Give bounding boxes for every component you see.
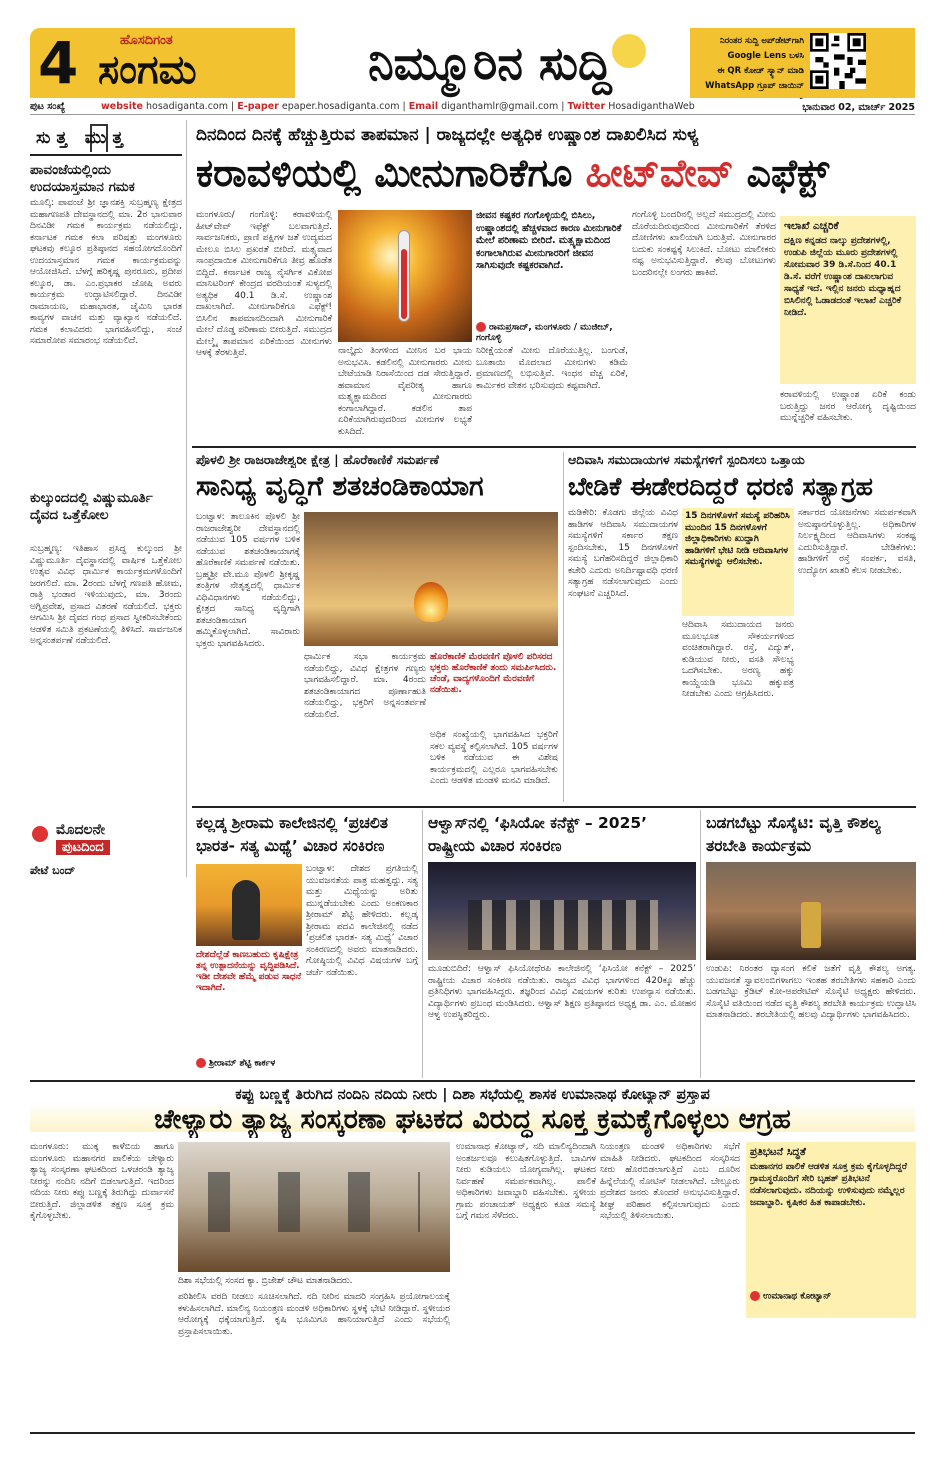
left-story-2-title: ಕುಲ್ಕುಂದದಲ್ಲಿ ವಿಷ್ಣುಮೂರ್ತಿ ದೈವದ ಒತ್ತೆಕೋಲ	[30, 490, 153, 523]
pen-icon	[32, 826, 48, 842]
email-label: Email	[408, 101, 439, 112]
lead-column-5: ಕರಾವಳಿಯಲ್ಲಿ ಉಷ್ಣಾಂಶ ಏರಿಕೆ ಕಂಡು ಬರುತ್ತಿದ್ದು ಜನರ ಆರೋಗ್ಯ ದೃಷ್ಟಿಯಿಂದ ಮುನ್ನೆಚ್ಚರಿಕೆ ವಹಿಸಬೇಕು.	[780, 390, 916, 423]
twitter-label: Twitter	[567, 101, 606, 112]
bullet-icon	[476, 322, 486, 332]
officials-icon	[208, 1172, 420, 1232]
warning-box-body: ದಕ್ಷಿಣ ಕನ್ನಡದ ನಾಲ್ಕು ಪ್ರದೇಶಗಳಲ್ಲಿ, ಉಡುಪಿ ಜಿಲ್ಲೆಯ ಮೂರು ಪ್ರದೇಶಗಳಲ್ಲಿ ಸೋಮವಾರ 39 ಡಿ.ಸೆ.ನಿಂದ 40.1 ಡಿ.ಸೆ. ವರೆಗೆ ಉಷ್ಣಾಂಶ ದಾಖಲಾಗುವ ಸಾಧ್ಯತೆ ಇದೆ. ಇಲ್ಲಿನ ಜನರು ಮಧ್ಯಾಹ್ನದ ಬಿಸಿಲಿನಲ್ಲಿ ಓಡಾಡದಂತೆ ಇಲಾಖೆ ಎಚ್ಚರಿಕೆ ನೀಡಿದೆ.	[784, 236, 902, 318]
lead-headline	[196, 148, 914, 198]
qr-instructions	[692, 34, 804, 109]
first-page-continuation-header	[30, 820, 182, 860]
twitter-link[interactable]: HosadiganthaWeb	[608, 101, 695, 112]
story3-column-1: ಮಡಿಕೇರಿ: ಕೊಡಗು ಜಿಲ್ಲೆಯ ವಿವಿಧ ಹಾಡಿಗಳ ಆದಿವಾಸಿ ಸಮುದಾಯಗಳ ಸಮಸ್ಯೆಗಳಿಗೆ ಸರ್ಕಾರ ತಕ್ಷಣ ಸ್ಪಂದಿಸಬೇಕು, 15 ದಿನಗಳೊಳಗೆ ಸಮಸ್ಯೆ ಬಗೆಹರಿಸದಿದ್ದರೆ ಜಿಲ್ಲಾಧಿಕಾರಿ ಕಚೇರಿ ಎದುರು ಅನಿರ್ದಿಷ್ಟಾವಧಿ ಧರಣಿ ಸತ್ಯಾಗ್ರಹ ನಡೆಸಲಾಗುವುದು ಎಂದು ಸಂಘಟನೆ ಎಚ್ಚರಿಸಿದೆ.	[568, 508, 678, 599]
bullet-icon	[750, 1291, 760, 1301]
lead-headline-part-b: ಹೀಟ್‌ವೇವ್	[585, 151, 734, 195]
warning-box	[780, 216, 916, 384]
speaker-icon	[232, 880, 260, 940]
qr-line-3: ಈ QR ಕೋಡ್ ಸ್ಕ್ಯಾನ್ ಮಾಡಿ	[717, 66, 804, 76]
epaper-link[interactable]: epaper.hosadiganta.com	[281, 101, 400, 112]
edition-name: ಸಂಗಮ	[98, 47, 197, 93]
story4-box	[196, 950, 302, 1054]
lead-headline-part-c: ಎಫೆಕ್ಟ್	[733, 151, 830, 195]
story4-speaker-photo	[196, 864, 302, 946]
lead-column-1: ಮಂಗಳೂರು/ ಗಂಗೊಳ್ಳಿ: ಕರಾವಳಿಯಲ್ಲಿ ಹೀಟ್‌ವೇವ್ ಇಫೆಕ್ಟ್ ಬಲವಾಗುತ್ತಿದೆ. ಸಾರ್ವಜನಿಕರು, ಪ್ರಾಣಿ ಪಕ್ಷಿಗಳ ಜತೆ ಉದ್ಯಮದ ಮೇಲೂ ಬಿಸಿಲ ಪ್ರಖರತೆ ಬೀರಿದೆ. ಮತ್ಸ್ಯವಾದ ಸಾಂಪ್ರದಾಯಿಕ ಮೀನುಗಾರಿಕೆಗೂ ತೀವ್ರ ಹೊಡೆತ ಬಿದ್ದಿದೆ. ಕರ್ನಾಟಕ ರಾಜ್ಯ ನೈಸರ್ಗಿಕ ವಿಕೋಪ ಮಾನಿಟರಿಂಗ್ ಕೇಂದ್ರದ ವರದಿಯಂತೆ ಸುಳ್ಯದಲ್ಲಿ ಅತ್ಯಧಿಕ 40.1 ಡಿ.ಸೆ. ಉಷ್ಣಾಂಶ ದಾಖಲಾಗಿದೆ. ಮೀನುಗಾರಿಕೆಗೂ ಎಫೆಕ್ಟ್! ಬಿಸಿಲಿನ ತಾಪಮಾನದಿಂದಾಗಿ ಮೀನುಗಾರಿಕೆ ಮೇಲೆ ದೊಡ್ಡ ಪರಿಣಾಮ ಬೀರುತ್ತಿದೆ. ಸಮುದ್ರದ ಮೇಲ್ಮೈ ತಾಪಮಾನ ಏರಿಕೆಯಿಂದ ಮೀನುಗಳು ಆಳಕ್ಕೆ ತೆರಳುತ್ತಿವೆ.	[196, 210, 332, 358]
lead-bottom-rule	[192, 446, 916, 448]
epaper-label: E-paper	[237, 101, 279, 112]
left-story-1-title: ಪಾವಂಜೆಯಲ್ಲಿಂದು ಉದಯಾಸ್ತಮಾನ ಗಮಕ	[30, 162, 135, 195]
story4-body: ಬಂಟ್ವಾಳ: ದೇಶದ ಪ್ರಗತಿಯಲ್ಲಿ ಯುವಜನತೆಯ ಪಾತ್ರ ಮಹತ್ವದ್ದು. ಸತ್ಯ ಮತ್ತು ಮಿಥ್ಯೆಯನ್ನು ಅರಿತು ಮುನ್ನಡೆಯಬೇಕು ಎಂದು ಅಂಕಣಕಾರ ಶ್ರೀರಾಮ್ ಶೆಟ್ಟಿ ಹೇಳಿದರು. ಕಲ್ಲಡ್ಕ ಶ್ರೀರಾಮ ಪದವಿ ಕಾಲೇಜಿನಲ್ಲಿ ನಡೆದ ‘ಪ್ರಚಲಿತ ಭಾರತ- ಸತ್ಯ ಮಿಥ್ಯೆ’ ವಿಚಾರ ಸಂಕಿರಣದಲ್ಲಿ ಅವರು ಮಾತನಾಡಿದರು. ಗೋಷ್ಠಿಯಲ್ಲಿ ವಿವಿಧ ವಿಷಯಗಳ ಬಗ್ಗೆ ಚರ್ಚೆ ನಡೆಯಿತು.	[306, 864, 418, 978]
fire-icon	[414, 582, 448, 622]
story4-caption	[196, 1058, 418, 1069]
qr-line-2: Google Lens ಬಳಸಿ	[727, 51, 804, 61]
lamp-icon	[801, 902, 821, 948]
lead-column-2: ನಾಲ್ಕೈದು ತಿಂಗಳಿಂದ ಮೀನಿನ ಬರ ಭಾಯ ಅನುಭವಿಸಿ. ಕಡಲಿನಲ್ಲಿ ಮೀನುಗಾರರು ಮೀನು ಬೇಟೆಯಾಡಿ ನಿರಾಸೆಯಿಂದ ದಡ ಸೇರುತ್ತಿದ್ದಾರೆ. ಹವಾಮಾನ ವೈಪರೀತ್ಯ ಹಾಗೂ ಮತ್ಸ್ಯಕ್ಷಾಮದಿಂದ ಮೀನುಗಾರರು ಕಂಗಾಲಾಗಿದ್ದಾರೆ. ಕಡಲಿನ ತಾಪ ಏರಿಕೆಯಾಗಿರುವುದರಿಂದ ಮೀನುಗಳ ಲಭ್ಯತೆ ಕುಸಿದಿದೆ.	[338, 346, 472, 437]
story7-kicker: ಕಪ್ಪು ಬಣ್ಣಕ್ಕೆ ತಿರುಗಿದ ನಂದಿನಿ ನದಿಯ ನೀರು | ದಿಶಾ ಸಭೆಯಲ್ಲಿ ಶಾಸಕ ಉಮಾನಾಥ ಕೋಟ್ಯಾನ್ ಪ್ರಸ್ತಾಪ	[235, 1087, 710, 1103]
fishing-box-text: ಜೀವನ ಕಷ್ಟಕರ ಗಂಗೊಳ್ಳಿಯಲ್ಲಿ ಬಿಸಿಲು, ಉಷ್ಣಾಂಶದಲ್ಲಿ ಹೆಚ್ಚಳವಾದ ಕಾರಣ ಮೀನುಗಾರಿಕೆ ಮೇಲೆ ಪರಿಣಾಮ ಬೀರಿದೆ. ಮತ್ಸ್ಯಕ್ಷಾಮದಿಂದ ಕಂಗಾಲಾಗಿರುವ ಮೀನುಗಾರರಿಗೆ ಜೀವನ ಸಾಗಿಸುವುದೇ ಕಷ್ಟಕರವಾಗಿದೆ.	[476, 210, 622, 271]
lead-kicker: ದಿನದಿಂದ ದಿನಕ್ಕೆ ಹೆಚ್ಚುತ್ತಿರುವ ತಾಪಮಾನ | ರಾಜ್ಯದಲ್ಲೇ ಅತ್ಯಧಿಕ ಉಷ್ಣಾಂಶ ದಾಖಲಿಸಿದ ಸುಳ್ಯ	[196, 125, 699, 145]
story3-headline: ಬೇಡಿಕೆ ಈಡೇರದಿದ್ದರೆ ಧರಣಿ ಸತ್ಯಾಗ್ರಹ	[568, 472, 874, 501]
story7-caption: ದಿಶಾ ಸಭೆಯಲ್ಲಿ ಸಂಸದ ಕ್ಯಾ. ಬ್ರಿಜೇಶ್ ಚೌಟ ಮಾತನಾಡಿದರು.	[178, 1276, 353, 1286]
story-divider-vertical	[700, 810, 701, 1078]
story2-column-1: ಬಂಟ್ವಾಳ: ತಾಲೂಕಿನ ಪೊಳಲಿ ಶ್ರೀ ರಾಜರಾಜೇಶ್ವರೀ ದೇವಸ್ಥಾನದಲ್ಲಿ ನಡೆಯುವ 105 ವರ್ಷಗಳ ಬಳಿಕ ನಡೆಯುವ ಶತಚಂಡಿಕಾಯಾಗಕ್ಕೆ ಹೊರೆಕಾಣಿಕೆ ಸಮರ್ಪಣೆ ನಡೆಯಿತು. ಬ್ರಹ್ಮಶ್ರೀ ವೇ.ಮೂ ಪೊಳಲಿ ಶ್ರೀಕೃಷ್ಣ ತಂತ್ರಿಗಳ ನೇತೃತ್ವದಲ್ಲಿ ಧಾರ್ಮಿಕ ವಿಧಿವಿಧಾನಗಳು ನಡೆಯಲಿದ್ದು, ಕ್ಷೇತ್ರದ ಸಾನಿಧ್ಯ ವೃದ್ಧಿಗಾಗಿ ಶತಚಂಡಿಕಾಯಾಗ ಹಮ್ಮಿಕೊಳ್ಳಲಾಗಿದೆ. ಸಾವಿರಾರು ಭಕ್ತರು ಭಾಗವಹಿಸಿದರು.	[196, 512, 300, 649]
audience-icon	[468, 900, 658, 950]
story6-headline: ಬಡಗಬೆಟ್ಟು ಸೊಸೈಟಿ: ವೃತ್ತಿ ಕೌಶಲ್ಯ ತರಬೇತಿ ಕಾರ್ಯಕ್ರಮ	[706, 814, 881, 855]
story4-headline: ಕಲ್ಲಡ್ಕ ಶ್ರೀರಾಮ ಕಾಲೇಜಿನಲ್ಲಿ ‘ಪ್ರಚಲಿತ ಭಾರತ- ಸತ್ಯ ಮಿಥ್ಯೆ’ ವಿಚಾರ ಸಂಕಿರಣ	[196, 814, 388, 855]
story5-headline: ಆಳ್ವಾಸ್‌ನಲ್ಲಿ ‘ಫಿಸಿಯೋ ಕನೆಕ್ಟ್ – 2025’ ರಾಷ್ಟ್ರೀಯ ವಿಚಾರ ಸಂಕಿರಣ	[428, 814, 648, 855]
story3-column-3: ಸರ್ಕಾರದ ಯೋಜನೆಗಳು ಸಮರ್ಪಕವಾಗಿ ಅನುಷ್ಠಾನಗೊಳ್ಳುತ್ತಿಲ್ಲ. ಅಧಿಕಾರಿಗಳ ನಿರ್ಲಕ್ಷ್ಯದಿಂದ ಆದಿವಾಸಿಗಳು ಸಂಕಷ್ಟ ಎದುರಿಸುತ್ತಿದ್ದಾರೆ. ಬೇಡಿಕೆಗಳು: ಹಾಡಿಗಳಿಗೆ ರಸ್ತೆ ಸಂಪರ್ಕ, ವಸತಿ, ಉದ್ಯೋಗ ಖಾತರಿ ಕೆಲಸ ನೀಡಬೇಕು.	[798, 508, 916, 576]
strip-separator: |	[561, 101, 568, 112]
story2-procession-box	[430, 652, 558, 728]
warning-box-title: ಇಲಾಖೆ ಎಚ್ಚರಿಕೆ	[784, 220, 839, 232]
story7-column-3: ಉಮಾನಾಥ ಕೋಟ್ಯಾನ್, ನದಿ ಮಾಲಿನ್ಯದಿಂದಾಗಿ ಅಂತರ್ಜಲವೂ ಕಲುಷಿತಗೊಳ್ಳುತ್ತಿದೆ. ಬಾವಿಗಳ ನೀರು ಕುಡಿಯಲು ಯೋಗ್ಯವಾಗಿಲ್ಲ. ಘಟಕದ ನಿರ್ವಹಣೆ ಸಮರ್ಪಕವಾಗಿಲ್ಲ. ಪಾಲಿಕೆ ಅಧಿಕಾರಿಗಳು ಜವಾಬ್ದಾರಿ ವಹಿಸಬೇಕು. ಸ್ಥಳೀಯ ಗ್ರಾಮ ಪಂಚಾಯತ್ ಅಧ್ಯಕ್ಷರು ಕೂಡ ಸಮಸ್ಯೆ ಬಗ್ಗೆ ಗಮನ ಸೆಳೆದರು.	[456, 1142, 596, 1221]
page-bottom-border	[30, 1432, 915, 1434]
strip-page-label: ಪುಟ ಸಂಖ್ಯೆ	[30, 101, 66, 112]
heatwave-photo	[338, 210, 472, 342]
sun-icon	[612, 34, 646, 68]
story6-event-photo	[706, 862, 916, 960]
protest-box-title: ಪ್ರತಿಭಟನೆ ಸಿದ್ಧತೆ	[750, 1146, 806, 1158]
continuation-subtitle: ಪೇಟೆ ಬಂದ್	[30, 864, 76, 877]
brand-name: ಹೊಸದಿಗಂತ	[120, 33, 173, 48]
protest-box	[746, 1142, 916, 1318]
story4-caption-text: ಶ್ರೀರಾಮ್ ಶೆಟ್ಟಿ ಕಾರ್ಕಳ	[209, 1058, 276, 1069]
story2-kicker: ಪೊಳಲಿ ಶ್ರೀ ರಾಜರಾಜೇಶ್ವರೀ ಕ್ಷೇತ್ರ | ಹೊರೆಕಾಣಿಕೆ ಸಮರ್ಪಣೆ	[196, 452, 439, 467]
story6-body: ಉಡುಪಿ: ನಿರಂತರ ವ್ಯಾಸಂಗ ಕಲಿಕೆ ಜತೆಗೆ ವೃತ್ತಿ ಕೌಶಲ್ಯ ಅಗತ್ಯ. ಯುವಜನತೆ ಸ್ವಾವಲಂಬಿಗಳಾಗಲು ಇಂತಹ ತರಬೇತಿಗಳು ಸಹಕಾರಿ ಎಂದು ಬಡಗಬೆಟ್ಟು ಕ್ರೆಡಿಟ್ ಕೋ-ಆಪರೇಟಿವ್ ಸೊಸೈಟಿ ಅಧ್ಯಕ್ಷರು ಹೇಳಿದರು. ಸೊಸೈಟಿ ವತಿಯಿಂದ ನಡೆದ ವೃತ್ತಿ ಕೌಶಲ್ಯ ತರಬೇತಿ ಕಾರ್ಯಕ್ರಮ ಉದ್ಘಾಟಿಸಿ ಮಾತನಾಡಿದರು. ತರಬೇತಿಯಲ್ಲಿ ಹಲವು ವಿದ್ಯಾರ್ಥಿಗಳು ಭಾಗವಹಿಸಿದರು.	[706, 964, 916, 1020]
thermometer-icon	[398, 230, 410, 322]
issue-date: ಭಾನುವಾರ 02, ಮಾರ್ಚ್ 2025	[802, 102, 915, 113]
left-story-1-body: ಮೂಲ್ಕಿ: ಪಾವಂಜೆ ಶ್ರೀ ಜ್ಞಾನಶಕ್ತಿ ಸುಬ್ರಹ್ಮಣ್ಯ ಕ್ಷೇತ್ರದ ಮಹಾಗಣಪತಿ ದೇವಸ್ಥಾನದಲ್ಲಿ ಮಾ. 2ರ ಭಾನುವಾರ ದಿನವಿಡೀ ಗಮಕ ಕಾರ್ಯಕ್ರಮ ನಡೆಯಲಿದ್ದು, ಕರ್ನಾಟಕ ಗಮಕ ಕಲಾ ಪರಿಷತ್ತು ಮಂಗಳೂರು ಘಟಕವು ಕಲ್ಕೂರ ಪ್ರತಿಷ್ಠಾನದ ಸಹಯೋಗದೊಂದಿಗೆ ಉದಯಾಸ್ತಮಾನ ಗಮಕ ಕಾರ್ಯಕ್ರಮವನ್ನು ಆಯೋಜಿಸಿದೆ. ಬೆಳಗ್ಗೆ ಹರಿಕೃಷ್ಣ ಪುನರೂರು, ಪ್ರದೀಪ ಕಲ್ಕೂರ, ಡಾ. ಎಂ.ಪ್ರಭಾಕರ ಜೋಷಿ ಅವರು ಕಾರ್ಯಕ್ರಮ ಉದ್ಘಾಟಿಸಲಿದ್ದಾರೆ. ದಿನವಿಡೀ ರಾಮಾಯಣ, ಮಹಾಭಾರತ, ಜೈಮಿನಿ ಭಾರತ ಕಾವ್ಯಗಳ ವಾಚನ ಮತ್ತು ವ್ಯಾಖ್ಯಾನ ನಡೆಯಲಿದೆ. ಗಮಕ ಕಲಾವಿದರು ಭಾಗವಹಿಸಲಿದ್ದು, ಸಂಜೆ ಸಮಾರೋಪ ಸಮಾರಂಭ ನಡೆಯಲಿದೆ.	[30, 198, 182, 346]
story2-box-text: ಹೊರೆಕಾಣಿಕೆ ಮೆರವಣಿಗೆ ಪೊಳಲಿ ಪರಿಸರದ ಭಕ್ತರು ಹೊರೆಕಾಣಿಕೆ ತಂದು ಸಮರ್ಪಿಸಿದರು. ಚೆಂಡೆ, ವಾದ್ಯಗಳೊಂದಿಗೆ ಮೆರವಣಿಗೆ ನಡೆಯಿತು.	[430, 652, 557, 695]
story2-column-3: ಅಧಿಕ ಸಂಖ್ಯೆಯಲ್ಲಿ ಭಾಗವಹಿಸಿದ ಭಕ್ತರಿಗೆ ಸಕಲ ವ್ಯವಸ್ಥೆ ಕಲ್ಪಿಸಲಾಗಿದೆ. 105 ವರ್ಷಗಳ ಬಳಿಕ ನಡೆಯುವ ಈ ವಿಶೇಷ ಕಾರ್ಯಕ್ರಮದಲ್ಲಿ ಎಲ್ಲರೂ ಭಾಗವಹಿಸಬೇಕು ಎಂದು ಆಡಳಿತ ಮಂಡಳಿ ಮನವಿ ಮಾಡಿದೆ.	[430, 730, 558, 786]
qr-code-icon[interactable]	[810, 33, 866, 89]
continuation-title-top: ಮೊದಲನೇ	[56, 822, 105, 838]
lead-column-4: ಗಂಗೊಳ್ಳಿ ಬಂದರಿನಲ್ಲಿ ಅಲ್ಲದೆ ಸಮುದ್ರದಲ್ಲಿ ಮೀನು ದೊರೆಯದಿರುವುದರಿಂದ ಮೀನುಗಾರಿಕೆಗೆ ತೆರಳಿದ ದೋಣಿಗಳು ಖಾಲಿಯಾಗಿ ಬರುತ್ತಿವೆ. ಮೀನುಗಾರರ ಬದುಕು ಸಂಕಷ್ಟಕ್ಕೆ ಸಿಲುಕಿದೆ. ಬೋಟು ಮಾಲೀಕರು ನಷ್ಟ ಅನುಭವಿಸುತ್ತಿದ್ದಾರೆ. ಕೆಲವು ಬೋಟುಗಳು ಬಂದರಿನಲ್ಲೇ ಲಂಗರು ಹಾಕಿವೆ.	[632, 210, 776, 278]
left-column-divider	[186, 120, 187, 877]
lead-headline-part-a: ಕರಾವಳಿಯಲ್ಲಿ ಮೀನುಗಾರಿಕೆಗೂ	[196, 151, 586, 195]
column-name: ಸುತ್ತ ಮುತ್ತ	[36, 128, 129, 148]
protest-box-byline	[750, 1291, 912, 1302]
yaga-photo	[304, 512, 558, 646]
story2-column-2: ಧಾರ್ಮಿಕ ಸಭಾ ಕಾರ್ಯಕ್ರಮ ನಡೆಯಲಿದ್ದು, ವಿವಿಧ ಕ್ಷೇತ್ರಗಳ ಗಣ್ಯರು ಭಾಗವಹಿಸಲಿದ್ದಾರೆ. ಮಾ. 4ರಂದು ಶತಚಂಡಿಕಾಯಾಗದ ಪೂರ್ಣಾಹುತಿ ನಡೆಯಲಿದ್ದು, ಭಕ್ತರಿಗೆ ಅನ್ನಸಂತರ್ಪಣೆ ನಡೆಯಲಿದೆ.	[304, 652, 426, 720]
story4-box-text: ದೇಶದೆಲ್ಲೆಡೆ ಕಾಣಬಹುದು ಕೃಷಿಕ್ಷೇತ್ರ ತನ್ನ ಉತ್ಪಾದನೆಯನ್ನು ವೃದ್ಧಿಪಡಿಸಿದೆ. ಇಡೀ ದೇಶವೇ ಹೆಮ್ಮೆ ಪಡುವ ಸಾಧನೆ ಇದಾಗಿದೆ.	[196, 950, 302, 993]
section-title: ನಿಮ್ಮೂರಿನ ಸುದ್ದಿ	[368, 36, 612, 90]
lead-column-3: ನಿರೀಕ್ಷೆಯಂತೆ ಮೀನು ದೊರೆಯುತ್ತಿಲ್ಲ. ಬಂಗುಡೆ, ಬೂತಾಯಿ ಮೊದಲಾದ ಮೀನುಗಳು ಕಡಿಮೆ ಪ್ರಮಾಣದಲ್ಲಿ ಲಭಿಸುತ್ತಿವೆ. ಇಂಧನ ವೆಚ್ಚ ಏರಿಕೆ, ಕಾರ್ಮಿಕರ ವೇತನ ಭರಿಸುವುದು ಕಷ್ಟವಾಗಿದೆ.	[476, 346, 628, 391]
story7-column-4: ನಿಯಂತ್ರಣ ಮಂಡಳಿ ಅಧಿಕಾರಿಗಳು ಸಭೆಗೆ ಮಾಹಿತಿ ನೀಡಿದರು. ಘಟಕದಿಂದ ಸಂಸ್ಕರಿಸದ ನೀರು ಹೊರಬಿಡಲಾಗುತ್ತಿದೆ ಎಂಬ ದೂರಿನ ಹಿನ್ನೆಲೆಯಲ್ಲಿ ನೋಟಿಸ್ ನೀಡಲಾಗಿದೆ. ಬೇಲ್ಪೂರು ಪ್ರದೇಶದ ಜನರು ತೊಂದರೆ ಅನುಭವಿಸುತ್ತಿದ್ದಾರೆ. ಶೀಘ್ರ ಪರಿಹಾರ ಕಲ್ಪಿಸಲಾಗುವುದು ಎಂದು ಸಭೆಯಲ್ಲಿ ತಿಳಿಸಲಾಯಿತು.	[600, 1142, 740, 1221]
fishing-life-box	[476, 210, 628, 343]
disha-meeting-photo	[178, 1142, 450, 1272]
continuation-title-bottom: ಪುಟದಿಂದ	[56, 840, 110, 855]
lead-byline	[476, 322, 628, 343]
strip-separator: |	[231, 101, 238, 112]
left-column-header	[30, 122, 182, 156]
mid-rule	[192, 806, 916, 808]
qr-line-1: ನಿರಂತರ ಸುದ್ದಿ ಅಪ್‌ಡೇಟ್‌ಗಾಗಿ	[720, 36, 804, 46]
protest-box-body: ಮಹಾನಗರ ಪಾಲಿಕೆ ಆಡಳಿತ ಸೂಕ್ತ ಕ್ರಮ ಕೈಗೊಳ್ಳದಿದ್ದರೆ ಗ್ರಾಮಸ್ಥರೊಂದಿಗೆ ಸೇರಿ ಬೃಹತ್ ಪ್ರತಿಭಟನೆ ನಡೆಸಲಾಗುವುದು. ನದಿಯನ್ನು ಉಳಿಸುವುದು ನಮ್ಮೆಲ್ಲರ ಜವಾಬ್ದಾರಿ. ಕೃಷಿಕರ ಹಿತ ಕಾಪಾಡಬೇಕು.	[750, 1162, 907, 1208]
story3-kicker: ಆದಿವಾಸಿ ಸಮುದಾಯಗಳ ಸಮಸ್ಯೆಗಳಿಗೆ ಸ್ಪಂದಿಸಲು ಒತ್ತಾಯ	[568, 452, 805, 467]
lead-byline-text: ರಾಮಪ್ರಸಾದ್, ಮಂಗಳೂರು / ಮುಜೀಬ್, ಗಂಗೊಳ್ಳಿ	[476, 322, 613, 343]
story3-box-text: 15 ದಿನಗಳೊಳಗೆ ಸಮಸ್ಯೆ ಪರಿಹರಿಸಿ ಮುಂದಿನ 15 ದಿನಗಳೊಳಗೆ ಜಿಲ್ಲಾಧಿಕಾರಿಗಳು ಖುದ್ದಾಗಿ ಹಾಡಿಗಳಿಗೆ ಭೇಟಿ ನೀಡಿ ಆದಿವಾಸಿಗಳ ಸಮಸ್ಯೆಗಳನ್ನು ಆಲಿಸಬೇಕು.	[685, 511, 790, 567]
story3-column-2: ಆದಿವಾಸಿ ಸಮುದಾಯದ ಜನರು ಮೂಲಭೂತ ಸೌಕರ್ಯಗಳಿಂದ ವಂಚಿತರಾಗಿದ್ದಾರೆ. ರಸ್ತೆ, ವಿದ್ಯುತ್, ಕುಡಿಯುವ ನೀರು, ವಸತಿ ಸೌಲಭ್ಯ ಒದಗಿಸಬೇಕು. ಅರಣ್ಯ ಹಕ್ಕು ಕಾಯ್ದೆಯಡಿ ಭೂಮಿ ಹಕ್ಕುಪತ್ರ ನೀಡಬೇಕು ಎಂದು ಆಗ್ರಹಿಸಿದರು.	[682, 620, 794, 699]
page-number: 4	[38, 29, 79, 97]
story7-headline: ಚೇಳ್ಯಾರು ತ್ಯಾಜ್ಯ ಸಂಸ್ಕರಣಾ ಘಟಕದ ವಿರುದ್ಧ ಸೂಕ್ತ ಕ್ರಮಕೈಗೊಳ್ಳಲು ಆಗ್ರಹ	[154, 1104, 791, 1135]
email-link[interactable]: diganthamlr@gmail.com	[441, 101, 559, 112]
bullet-icon	[196, 1058, 206, 1068]
story5-body: ಮೂಡುಬಿದಿರೆ: ಆಳ್ವಾಸ್ ಫಿಸಿಯೋಥೆರಪಿ ಕಾಲೇಜಿನಲ್ಲಿ ‘ಫಿಸಿಯೋ ಕನೆಕ್ಟ್ – 2025’ ರಾಷ್ಟ್ರೀಯ ವಿಚಾರ ಸಂಕಿರಣ ನಡೆಯಿತು. ರಾಜ್ಯದ ವಿವಿಧ ಭಾಗಗಳಿಂದ 420ಕ್ಕೂ ಹೆಚ್ಚು ಪ್ರತಿನಿಧಿಗಳು ಭಾಗವಹಿಸಿದ್ದರು. ತಜ್ಞರಿಂದ ವಿವಿಧ ವಿಷಯಗಳ ಕುರಿತು ಉಪನ್ಯಾಸ ನಡೆಯಿತು. ವಿದ್ಯಾರ್ಥಿಗಳು ಪ್ರಬಂಧ ಮಂಡಿಸಿದರು. ಆಳ್ವಾಸ್ ಶಿಕ್ಷಣ ಪ್ರತಿಷ್ಠಾನದ ಅಧ್ಯಕ್ಷ ಡಾ. ಎಂ. ಮೋಹನ ಆಳ್ವ ಉಪಸ್ಥಿತರಿದ್ದರು.	[428, 964, 696, 1020]
story-divider-vertical	[563, 452, 564, 802]
website-label: website	[101, 101, 143, 112]
website-link[interactable]: hosadiganta.com	[145, 101, 228, 112]
story2-headline: ಸಾನಿಧ್ಯ ವೃದ್ಧಿಗೆ ಶತಚಂಡಿಕಾಯಾಗ	[196, 471, 484, 502]
story3-highlight-box	[682, 508, 794, 616]
protest-box-byline-text: ಉಮಾನಾಥ ಕೋಟ್ಯಾನ್	[763, 1291, 832, 1302]
story-divider-vertical	[422, 810, 423, 1078]
story7-column-1b	[30, 1274, 174, 1430]
story5-event-photo	[428, 862, 696, 960]
qr-line-4: WhatsApp ಗ್ರೂಪ್ ಜಾಯಿನ್	[705, 81, 804, 91]
story7-column-2: ಪರಿಶೀಲಿಸಿ ವರದಿ ನೀಡಲು ಸೂಚಿಸಲಾಗಿದೆ. ನದಿ ನೀರಿನ ಮಾದರಿ ಸಂಗ್ರಹಿಸಿ ಪ್ರಯೋಗಾಲಯಕ್ಕೆ ಕಳುಹಿಸಲಾಗಿದೆ. ಮಾಲಿನ್ಯ ನಿಯಂತ್ರಣ ಮಂಡಳಿ ಅಧಿಕಾರಿಗಳು ಸ್ಥಳಕ್ಕೆ ಭೇಟಿ ನೀಡಿದ್ದಾರೆ. ಸ್ಥಳೀಯರ ಆರೋಗ್ಯಕ್ಕೆ ಧಕ್ಕೆಯಾಗುತ್ತಿದೆ. ಕೃಷಿ ಭೂಮಿಗೂ ಹಾನಿಯಾಗುತ್ತಿದೆ ಎಂದು ಸಭೆಯಲ್ಲಿ ಪ್ರಸ್ತಾಪಿಸಲಾಯಿತು.	[178, 1292, 450, 1337]
strip-separator: |	[402, 101, 409, 112]
left-story-2-body: ಸುಬ್ರಹ್ಮಣ್ಯ: ಇತಿಹಾಸ ಪ್ರಸಿದ್ಧ ಕುಲ್ಕುಂದ ಶ್ರೀ ವಿಷ್ಣುಮೂರ್ತಿ ದೈವಸ್ಥಾನದಲ್ಲಿ ವಾರ್ಷಿಕ ಒತ್ತೆಕೋಲ ಉತ್ಸವ ವಿವಿಧ ಧಾರ್ಮಿಕ ಕಾರ್ಯಕ್ರಮಗಳೊಂದಿಗೆ ಜರಗಲಿದೆ. ಮಾ. 2ರಂದು ಬೆಳಗ್ಗೆ ಗಣಪತಿ ಹೋಮ, ರಾತ್ರಿ ಭಂಡಾರ ಇಳಿಯುವುದು, ಮಾ. 3ರಂದು ಅಗ್ನಿಪ್ರವೇಶ, ಪ್ರಸಾದ ವಿತರಣೆ ನಡೆಯಲಿದೆ. ಭಕ್ತರು ಆಗಮಿಸಿ ಶ್ರೀ ದೈವದ ಗಂಧ ಪ್ರಸಾದ ಸ್ವೀಕರಿಸಬೇಕೆಂದು ಆಡಳಿತ ಸಮಿತಿ ಪ್ರಕಟಣೆಯಲ್ಲಿ ತಿಳಿಸಿದೆ. ಸಾರ್ವಜನಿಕ ಅನ್ನಸಂತರ್ಪಣೆ ನಡೆಯಲಿದೆ.	[30, 544, 182, 646]
story7-column-1: ಮಂಗಳೂರು: ಮುಕ್ಕ ಕಾಳೆಬಿಯ ಹಾಗೂ ಮಂಗಳೂರು ಮಹಾನಗರ ಪಾಲಿಕೆಯ ಚೇಳ್ಯಾರು ತ್ಯಾಜ್ಯ ಸಂಸ್ಕರಣಾ ಘಟಕದಿಂದ ಒಳಚರಂಡಿ ತ್ಯಾಜ್ಯ ನೀರನ್ನು ನಂದಿನಿ ನದಿಗೆ ಬಿಡಲಾಗುತ್ತಿದೆ. ಇದರಿಂದ ನದಿಯ ನೀರು ಕಪ್ಪು ಬಣ್ಣಕ್ಕೆ ತಿರುಗಿದ್ದು ದುರ್ವಾಸನೆ ಬೀರುತ್ತಿದೆ. ಜಿಲ್ಲಾಡಳಿತ ತಕ್ಷಣ ಸೂಕ್ತ ಕ್ರಮ ಕೈಗೊಳ್ಳಬೇಕು.	[30, 1142, 174, 1221]
